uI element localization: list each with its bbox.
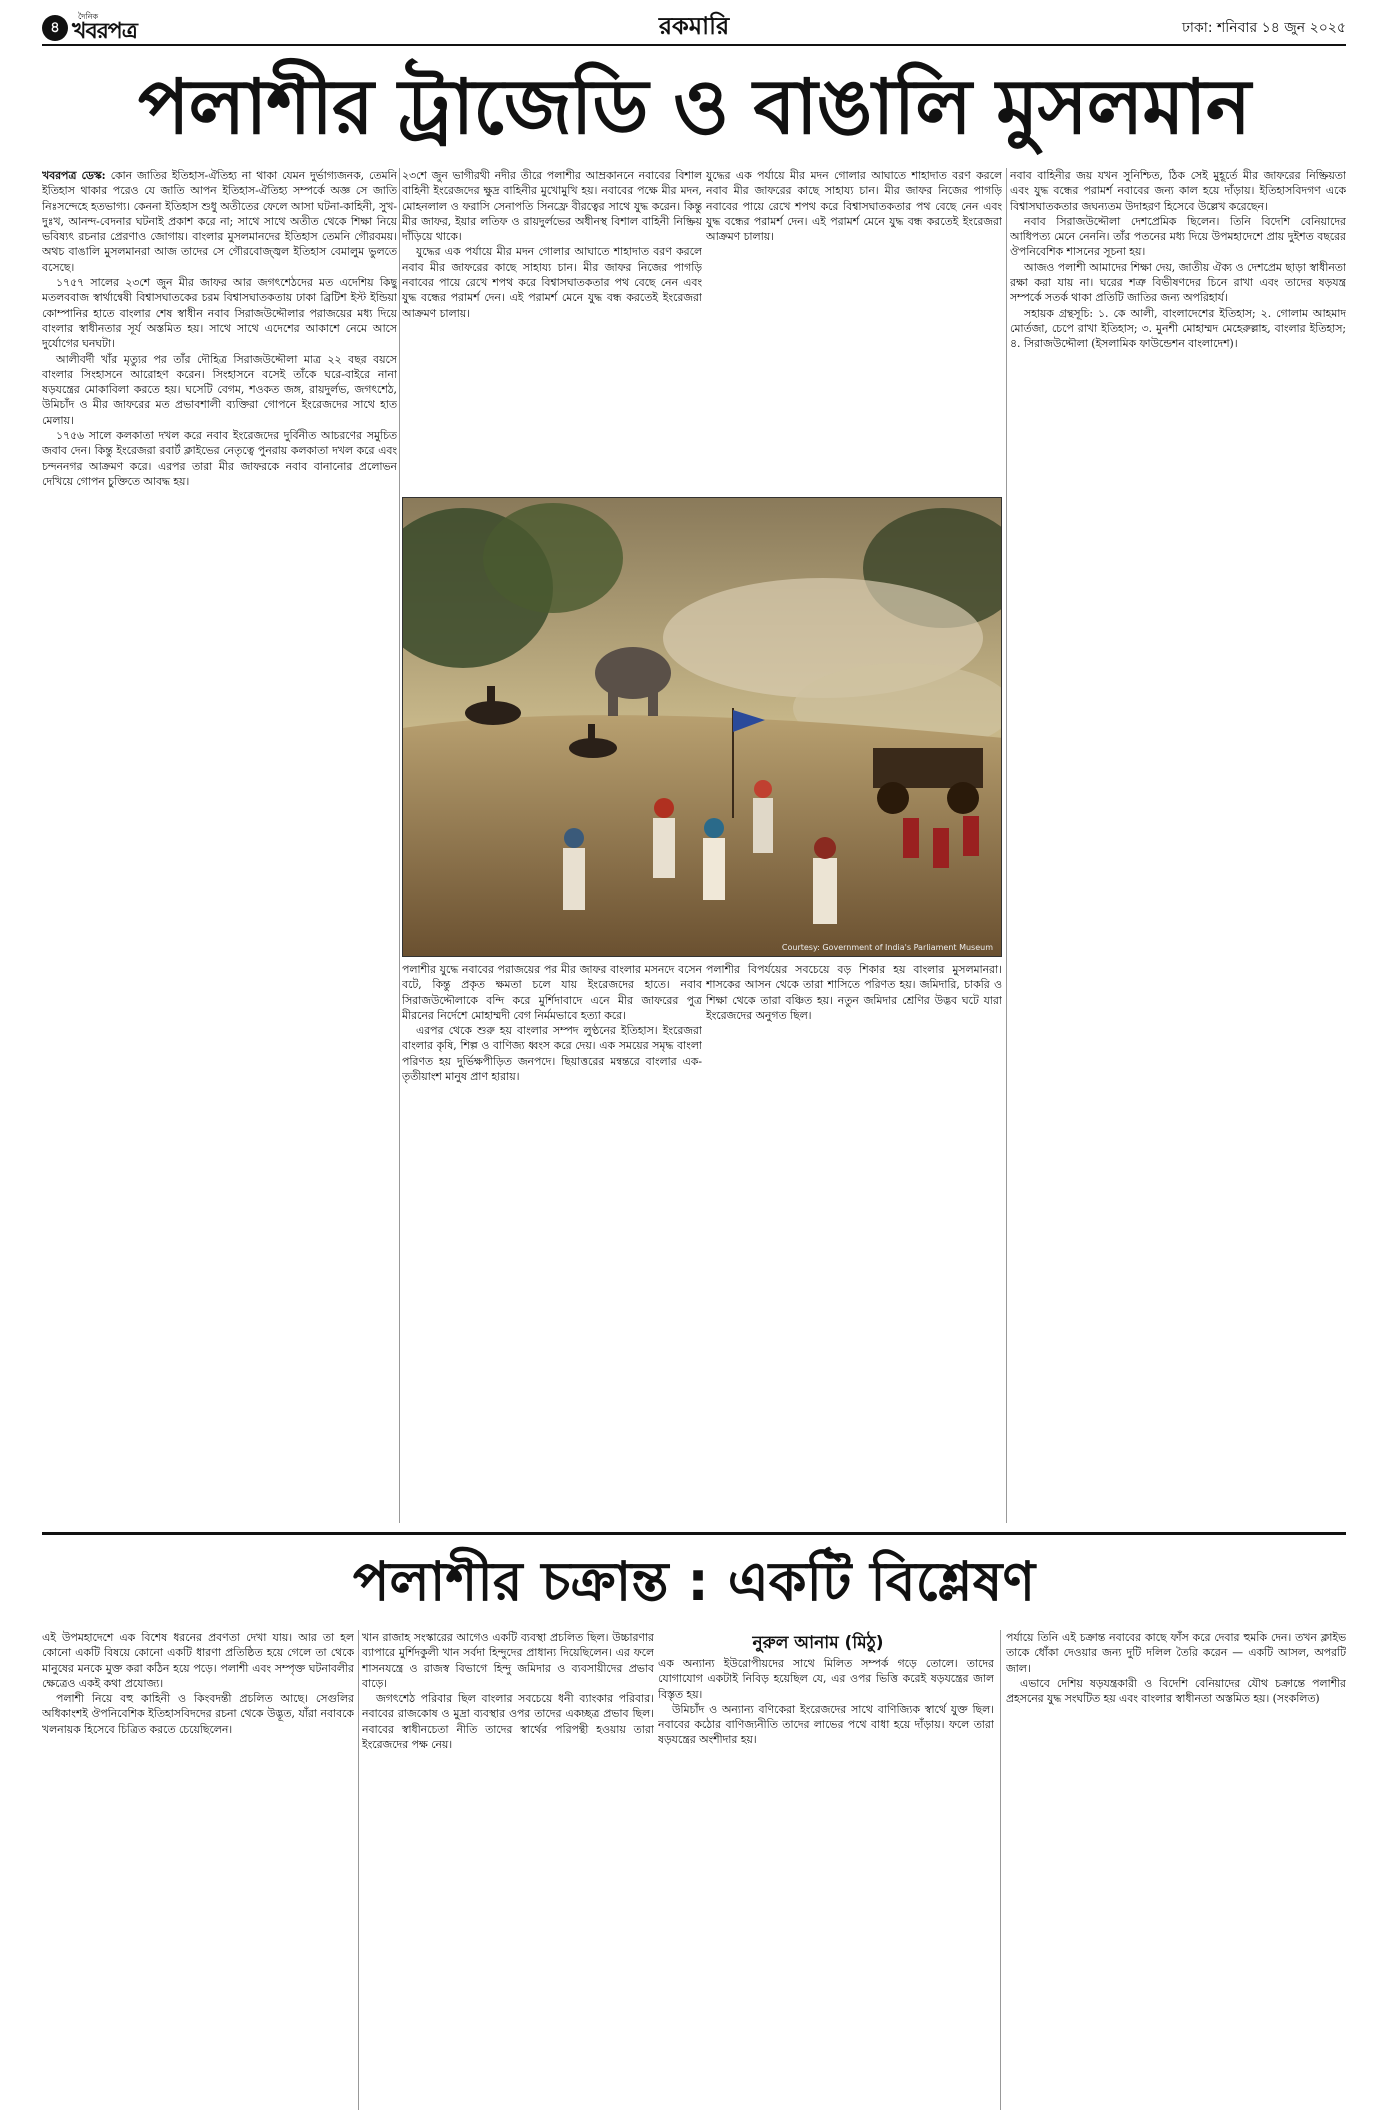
article1-col2-para: যুদ্ধের এক পর্যায়ে মীর মদন গোলার আঘাতে শাহাদাত বরণ করলে নবাব মীর জাফরের কাছে সাহায্য চান। মীর জাফর নিজের পাগড়ি নবাবের পায়ে রেখে শপথ করে বিশ্বাসঘাতকতার পথ বেছে নেন এবং যুদ্ধ বন্ধের পরামর্শ দেন। এই পরামর্শ মেনে যুদ্ধ বন্ধ করতেই ইংরেজরা আক্রমণ চালায়।	[402, 245, 702, 320]
article2-col2-para: জগৎশেঠ পরিবার ছিল বাংলার সবচেয়ে ধনী ব্যাংকার পরিবার। নবাবের রাজকোষ ও মুদ্রা ব্যবস্থার ওপর তাদের একচ্ছত্র প্রভাব ছিল। নবাবের স্বাধীনচেতা নীতি তাদের স্বার্থের পরিপন্থী হওয়ায় তারা ইংরেজদের পক্ষ নেয়।	[362, 1692, 654, 1752]
article2-col4-para: এভাবে দেশিয় ষড়যন্ত্রকারী ও বিদেশি বেনিয়াদের যৌথ চক্রান্তে পলাশীর প্রহসনের যুদ্ধ সংঘটিত হয় এবং বাংলার স্বাধীনতা অস্তমিত হয়। (সংকলিত)	[1006, 1676, 1346, 1706]
article1-column-2	[402, 168, 702, 493]
article2-col4-para: পর্যায়ে তিনি এই চক্রান্ত নবাবের কাছে ফাঁস করে দেবার হুমকি দেন। তখন ক্লাইভ তাকে ধোঁকা দেওয়ার জন্য দুটি দলিল তৈরি করেন — একটি আসল, অপরটি জাল।	[1006, 1631, 1346, 1675]
article1-col3b-para: পলাশীর বিপর্যয়ের সবচেয়ে বড় শিকার হয় বাংলার মুসলমানরা। শাসকের আসন থেকে তারা শাসিতে পরিণত হয়। জমিদারি, চাকরি ও শিক্ষা থেকে তারা বঞ্চিত হয়। নতুন জমিদার শ্রেণির উদ্ভব ঘটে যারা ইংরেজদের অনুগত ছিল।	[706, 963, 1002, 1022]
article2-column-3	[658, 1656, 994, 2110]
article2-col2-para: খান রাজাহ সংস্কারের আগেও একটি ব্যবস্থা প্রচলিত ছিল। উচ্চারণার ব্যাপারে মুর্শিদকুলী খান সর্বদা হিন্দুদের প্রাধান্য দিয়েছিলেন। এর ফলে শাসনযন্ত্রে ও রাজস্ব বিভাগে হিন্দু জমিদার ও ব্যবসায়ীদের প্রভাব বাড়ে।	[362, 1631, 654, 1690]
article1-column-1	[42, 168, 397, 1523]
article1-col4-para: নবাব সিরাজউদ্দৌলা দেশপ্রেমিক ছিলেন। তিনি বিদেশি বেনিয়াদের আধিপত্য মেনে নেননি। তাঁর পতনের মধ্য দিয়ে উপমহাদেশে প্রায় দুইশত বছরের ঔপনিবেশিক শাসনের সূচনা হয়।	[1010, 214, 1346, 259]
battle-painting	[402, 497, 1002, 957]
article1-col1-para: ১৭৫৭ সালের ২৩শে জুন মীর জাফর আর জগৎশেঠদের মত এদেশিয় কিছু মতলববাজ স্বার্থান্বেষী বিশ্বাসঘাতকের চরম বিশ্বাসঘাতকতায় ঢাকা ব্রিটিশ ইস্ট ইন্ডিয়া কোম্পানির হাতে বাংলার শেষ স্বাধীন নবাব সিরাজউদ্দৌলার পরাজয়ের মধ্য দিয়ে বাংলার স্বাধীনতার সূর্য অস্তমিত হয়। সাথে সাথে এদেশের আকাশে নেমে আসে দুর্যোগের ঘনঘটা।	[42, 276, 397, 351]
article1-column-2b	[706, 168, 1002, 493]
article2-column-2	[362, 1630, 654, 2110]
logo-top: দৈনিক	[78, 12, 99, 21]
article1-column-4	[1010, 168, 1346, 1523]
article2-col3-para: উমিচাঁদ ও অন্যান্য বণিকেরা ইংরেজদের সাথে বাণিজ্যিক স্বার্থে যুক্ত ছিল। নবাবের কঠোর বাণিজ্যনীতি তাদের লাভের পথে বাধা হয়ে দাঁড়ায়। ফলে তারা ষড়যন্ত্রের অংশীদার হয়।	[658, 1702, 994, 1747]
article1-col2-para: ২৩শে জুন ভাগীরথী নদীর তীরে পলাশীর আম্রকাননে নবাবের বিশাল বাহিনী ইংরেজদের ক্ষুদ্র বাহিনীর মুখোমুখি হয়। নবাবের পক্ষে মীর মদন, মোহনলাল ও ফরাসি সেনাপতি সিনফ্রে বীরত্বের সাথে যুদ্ধ করেন। কিন্তু মীর জাফর, ইয়ার লতিফ ও রায়দুর্লভের অধীনস্থ বিশাল বাহিনী নিষ্ক্রিয় দাঁড়িয়ে থাকে।	[402, 169, 702, 244]
article1-col1-para: ১৭৫৬ সালে কলকাতা দখল করে নবাব ইংরেজদের দুর্বিনীত আচরণের সমুচিত জবাব দেন। কিন্তু ইংরেজরা রবার্ট ক্লাইভের নেতৃত্বে পুনরায় কলকাতা দখল করে এবং চন্দননগর আক্রমণ করে। এরপর তারা মীর জাফরকে নবাব বানানোর প্রলোভন দেখিয়ে গোপন চুক্তিতে আবদ্ধ হয়।	[42, 429, 397, 488]
section-divider	[42, 1532, 1346, 1535]
article2-column-1	[42, 1630, 354, 2110]
article1-col1-para: আলীবর্দী খাঁর মৃত্যুর পর তাঁর দৌহিত্র সিরাজউদ্দৌলা মাত্র ২২ বছর বয়সে বাংলার সিংহাসনে আরোহণ করেন। সিংহাসনে বসেই তাঁকে ঘরে-বাইরে নানা ষড়যন্ত্রের মোকাবিলা করতে হয়। ঘসেটি বেগম, শওকত জঙ্গ, রায়দুর্লভ, জগৎশেঠ, উমিচাঁদ ও মীর জাফরের মত প্রভাবশালী ব্যক্তিরা গোপনে ইংরেজদের সাথে হাত মেলায়।	[42, 352, 397, 427]
article1-column-3b	[706, 962, 1002, 1524]
article1-col3-para: পলাশীর যুদ্ধে নবাবের পরাজয়ের পর মীর জাফর বাংলার মসনদে বসেন বটে, কিন্তু প্রকৃত ক্ষমতা চলে যায় ইংরেজদের হাতে। নবাব সিরাজউদ্দৌলাকে বন্দি করে মুর্শিদাবাদে এনে মীর জাফরের পুত্র মীরনের নির্দেশে মোহাম্মদী বেগ নির্মমভাবে হত্যা করে।	[402, 963, 702, 1022]
article1-col4-para: আজও পলাশী আমাদের শিক্ষা দেয়, জাতীয় ঐক্য ও দেশপ্রেম ছাড়া স্বাধীনতা রক্ষা করা যায় না। ঘরের শত্রু বিভীষণদের চিনে রাখা এবং তাদের ষড়যন্ত্র সম্পর্কে সতর্ক থাকা প্রতিটি জাতির জন্য অপরিহার্য।	[1010, 260, 1346, 305]
section-name: রকমারি	[658, 12, 730, 40]
article2-col3-para: এক অন্যান্য ইউরোপীয়দের সাথে মিলিত সম্পর্ক গড়ে তোলে। তাদের যোগাযোগ একটাই নিবিড় হয়েছিল যে, এর ওপর ভিত্তি করেই ষড়যন্ত্রের জাল বিস্তৃত হয়।	[658, 1657, 994, 1701]
battle-painting-illustration	[403, 498, 1002, 957]
column-rule	[358, 1630, 359, 2110]
article2-col1-para: পলাশী নিয়ে বহু কাহিনী ও কিংবদন্তী প্রচলিত আছে। সেগুলির অধিকাংশই ঔপনিবেশিক ইতিহাসবিদদের রচনা থেকে উদ্ভূত, যাঁরা নবাবকে খলনায়ক হিসেবে চিত্রিত করতে চেয়েছিলেন।	[42, 1692, 354, 1736]
article1-col1-para: খবরপত্র ডেস্ক: কোন জাতির ইতিহাস-ঐতিহ্য না থাকা যেমন দুর্ভাগ্যজনক, তেমনি ইতিহাস থাকার পরেও যে জাতি আপন ইতিহাস-ঐতিহ্য সম্পর্কে অজ্ঞ সে জাতি নিঃসন্দেহে হতভাগ্য। কেননা ইতিহাস শুধু অতীতের ফেলে আসা ঘটনা-কাহিনী, সুখ-দুঃখ, আনন্দ-বেদনার ঘটনাই প্রকাশ করে না; সাথে সাথে অতীত থেকে শিক্ষা নিয়ে ভবিষ্যৎ রচনার প্রেরণাও জোগায়। বাংলার মুসলমানদের ইতিহাস তেমনি গৌরবময়। অথচ বাঙালি মুসলমানরা আজ তাদের সে গৌরবোজ্জ্বল ইতিহাস বেমালুম ভুলতে বসেছে।	[42, 169, 397, 274]
article1-col3-para: এরপর থেকে শুরু হয় বাংলার সম্পদ লুণ্ঠনের ইতিহাস। ইংরেজরা বাংলার কৃষি, শিল্প ও বাণিজ্য ধ্বংস করে দেয়। এক সময়ের সমৃদ্ধ বাংলা পরিণত হয় দুর্ভিক্ষপীড়িত জনপদে। ছিয়াত্তরের মন্বন্তরে বাংলার এক-তৃতীয়াংশ মানুষ প্রাণ হারায়।	[402, 1024, 702, 1084]
article2-author: নুরুল আনাম (মিঠু)	[752, 1633, 884, 1653]
article1-lead: খবরপত্র ডেস্ক:	[42, 169, 106, 182]
article1-headline: পলাশীর ট্রাজেডি ও বাঙালি মুসলমান	[138, 62, 1250, 151]
page-number: ৪	[42, 15, 68, 41]
column-rule	[1006, 168, 1007, 1523]
article1-col4-para: নবাব বাহিনীর জয় যখন সুনিশ্চিত, ঠিক সেই মুহূর্তে মীর জাফরের নিষ্ক্রিয়তা এবং যুদ্ধ বন্ধের পরামর্শ নবাবের জন্য কাল হয়ে দাঁড়ায়। ইতিহাসবিদগণ একে বিশ্বাসঘাতকতার জঘন্যতম উদাহরণ হিসেবে উল্লেখ করেছেন।	[1010, 169, 1346, 213]
article2-col1-para: এই উপমহাদেশে এক বিশেষ ধরনের প্রবণতা দেখা যায়। আর তা হল কোনো একটি বিষয়ে কোনো একটি ধারণা প্রতিষ্ঠিত হয়ে গেলে তা থেকে মানুষের মনকে মুক্ত করা কঠিন হয়ে পড়ে। পলাশী এবং সম্পৃক্ত ঘটনাবলীর ক্ষেত্রেও একই কথা প্রযোজ্য।	[42, 1631, 354, 1690]
article1-col4-para: সহায়ক গ্রন্থসূচি: ১. কে আলী, বাংলাদেশের ইতিহাস; ২. গোলাম আহমাদ মোর্তজা, চেপে রাখা ইতিহাস; ৩. মুনশী মোহাম্মদ মেহেরুল্লাহ, বাংলার ইতিহাস; ৪. সিরাজউদ্দৌলা (ইসলামিক ফাউন্ডেশন বাংলাদেশ)।	[1010, 306, 1346, 351]
article2-headline: পলাশীর চক্রান্ত : একটি বিশ্লেষণ	[352, 1550, 1036, 1613]
dateline: ঢাকা: শনিবার ১৪ জুন ২০২৫	[1182, 20, 1346, 36]
article1-col2b-para: যুদ্ধের এক পর্যায়ে মীর মদন গোলার আঘাতে শাহাদাত বরণ করলে নবাব মীর জাফরের কাছে সাহায্য চান। মীর জাফর নিজের পাগড়ি নবাবের পায়ে রেখে শপথ করে বিশ্বাসঘাতকতার পথ বেছে নেন এবং যুদ্ধ বন্ধের পরামর্শ দেন। এই পরামর্শ মেনে যুদ্ধ বন্ধ করতেই ইংরেজরা আক্রমণ চালায়।	[706, 169, 1002, 244]
column-rule	[399, 168, 400, 1523]
column-rule	[1000, 1630, 1001, 2110]
picture-credit: Courtesy: Government of India's Parliament Museum	[781, 943, 993, 952]
article1-column-3	[402, 962, 702, 1524]
masthead	[42, 12, 1346, 46]
article2-column-4	[1006, 1630, 1346, 2110]
logo-main: খবরপত্র	[72, 19, 137, 44]
